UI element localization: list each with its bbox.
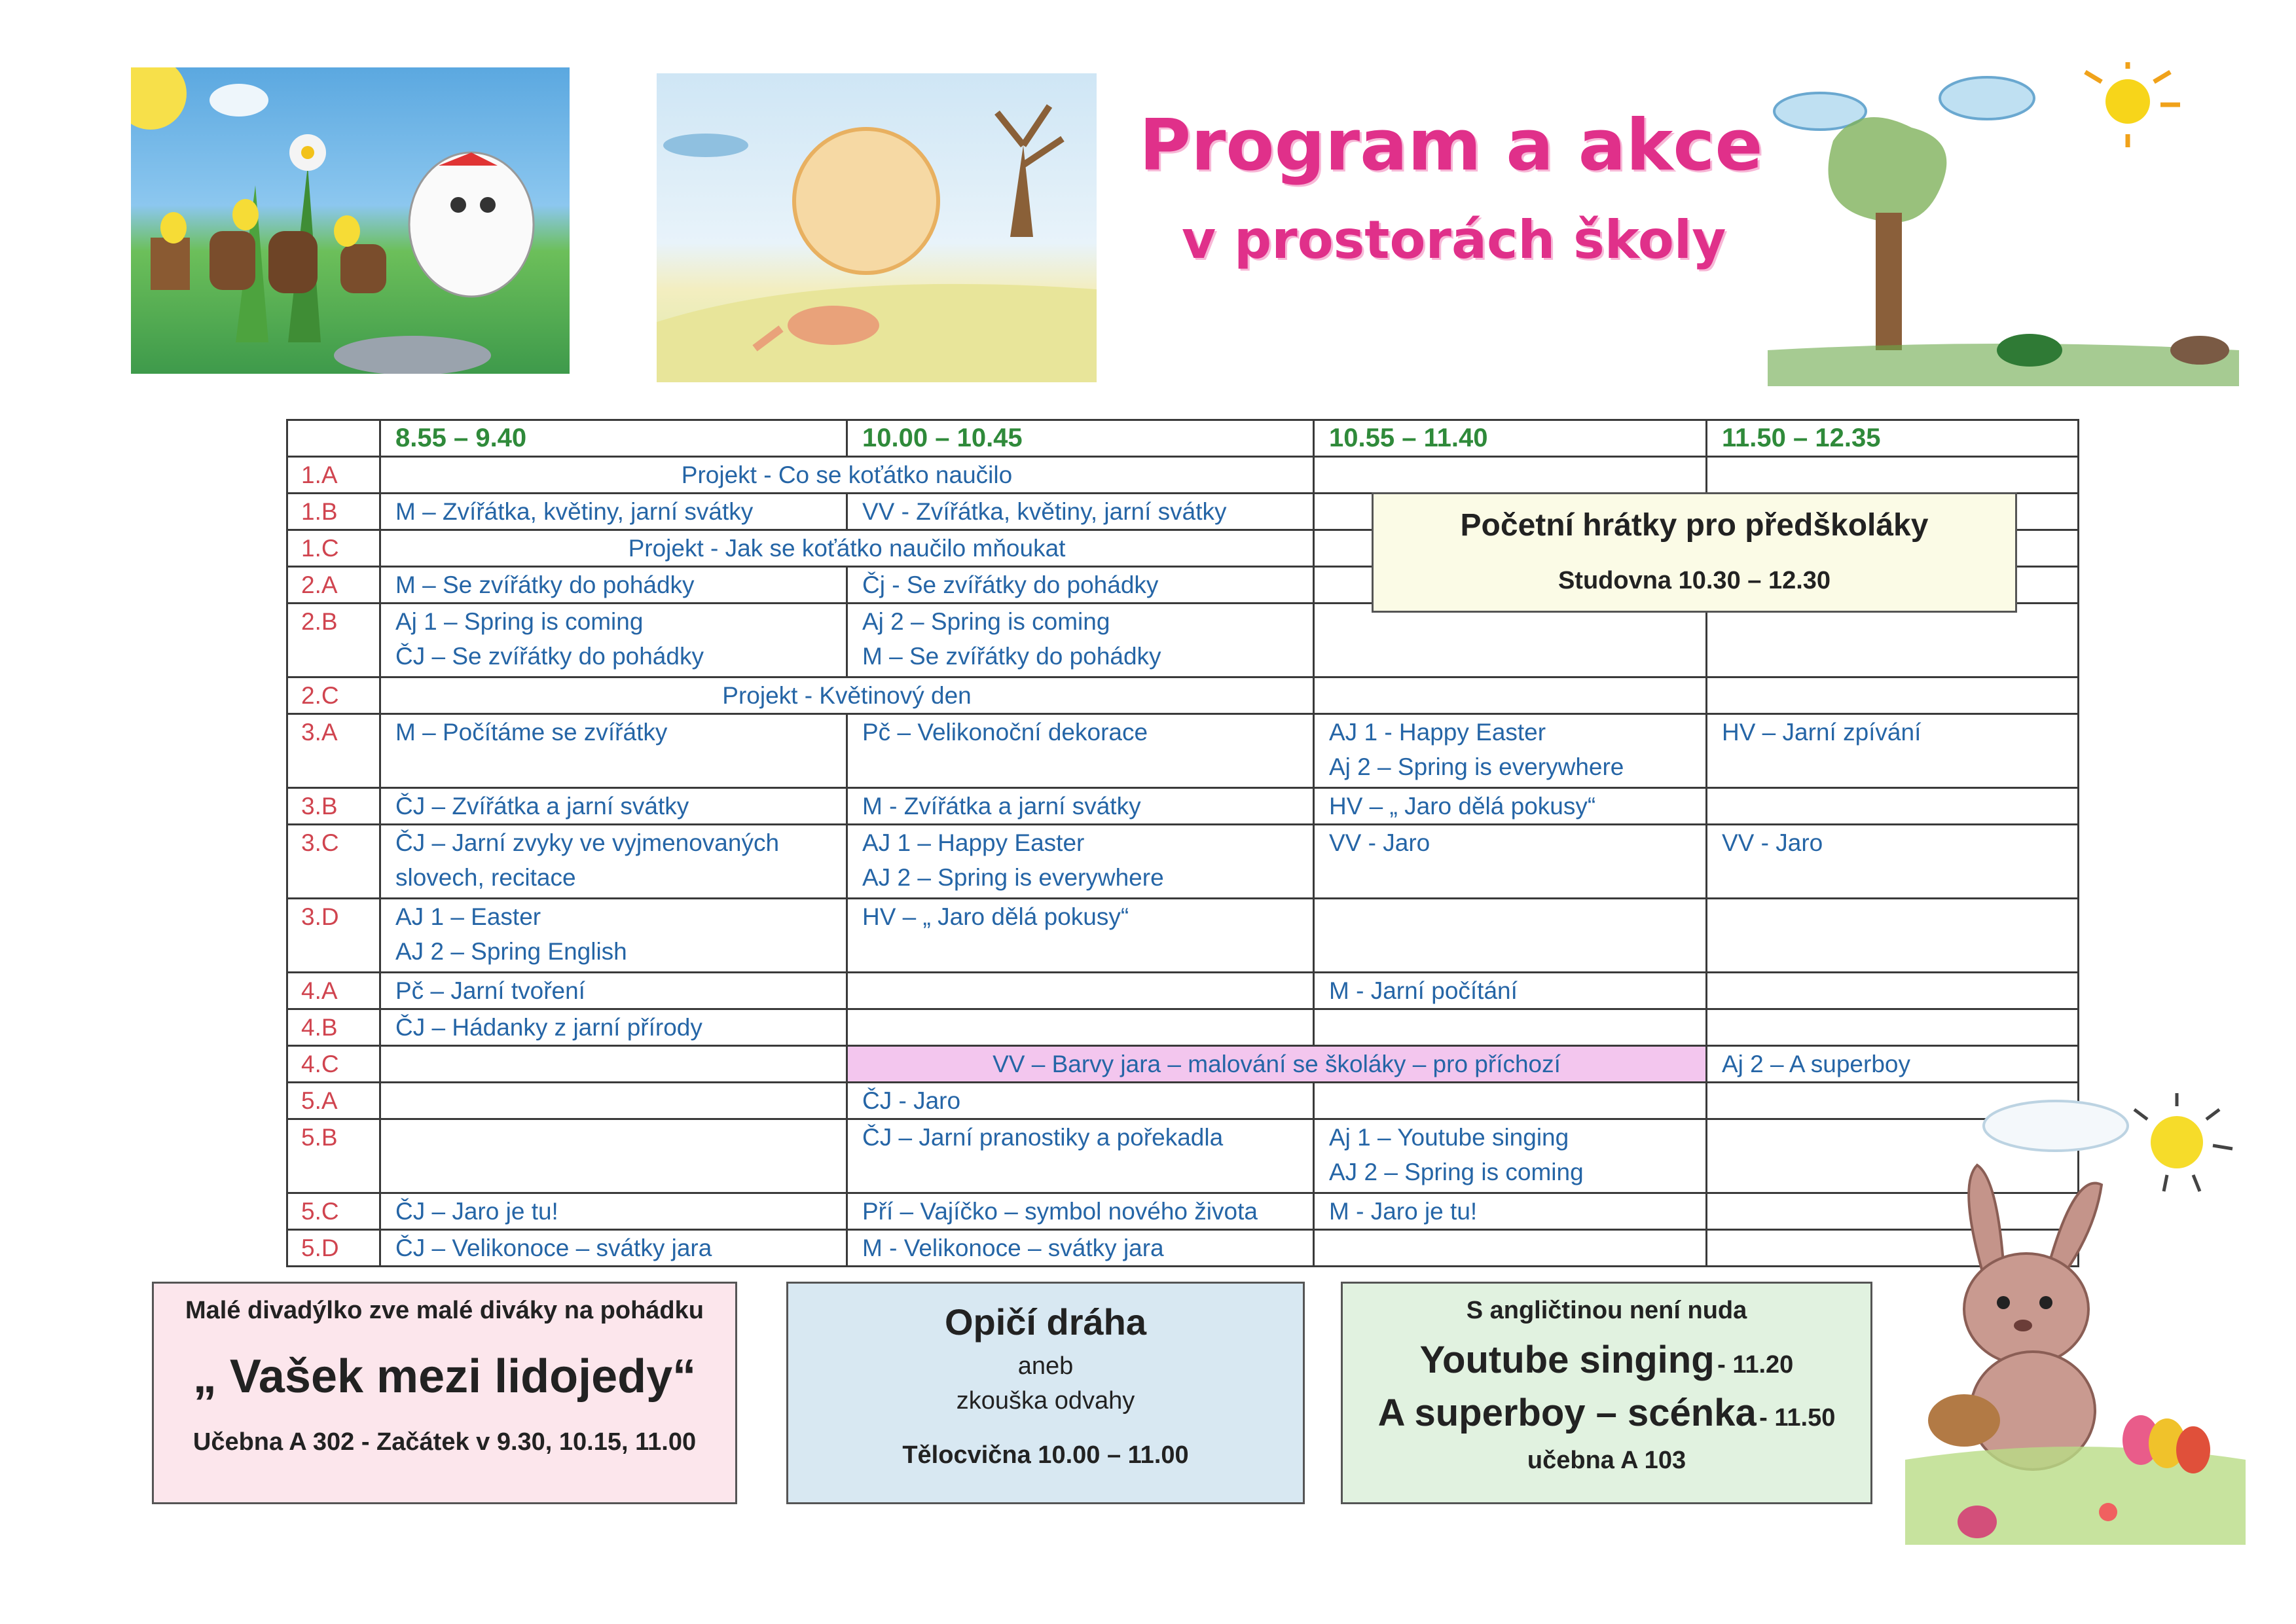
lesson-cell: Pří – Vajíčko – symbol nového života	[847, 1193, 1314, 1230]
table-row	[287, 1046, 2079, 1083]
time-header: 10.55 – 11.40	[1314, 420, 1707, 457]
lesson-line: ČJ – Jarní zvyky ve vyjmenovaných	[395, 829, 780, 856]
table-row	[287, 1119, 2079, 1193]
table-row	[287, 604, 2079, 677]
page-subtitle: v prostorách školy	[1182, 209, 1726, 270]
empty-cell	[380, 1083, 847, 1119]
class-label: 2.C	[287, 677, 380, 714]
empty-cell	[1314, 1083, 1707, 1119]
table-row	[287, 788, 2079, 825]
empty-cell	[1314, 677, 1707, 714]
empty-cell	[1707, 973, 2079, 1009]
time-header: 10.00 – 10.45	[847, 420, 1314, 457]
lesson-cell: VV - Jaro	[1707, 825, 2079, 899]
lesson-cell	[847, 604, 1314, 677]
empty-cell	[1707, 788, 2079, 825]
table-row	[287, 825, 2079, 899]
lesson-cell	[380, 825, 847, 899]
theatre-detail: Učebna A 302 - Začátek v 9.30, 10.15, 11.00	[192, 1428, 697, 1456]
class-label: 3.B	[287, 788, 380, 825]
bunny-drawing	[1905, 1093, 2246, 1545]
class-label: 3.C	[287, 825, 380, 899]
lesson-cell: M – Zvířátka, květiny, jarní svátky	[380, 494, 847, 530]
class-label: 4.B	[287, 1009, 380, 1046]
class-label: 4.C	[287, 1046, 380, 1083]
lesson-cell: M - Velikonoce – svátky jara	[847, 1230, 1314, 1267]
lesson-cell: HV – „ Jaro dělá pokusy“	[847, 899, 1314, 973]
table-row	[287, 1230, 2079, 1267]
time-header: 11.50 – 12.35	[1707, 420, 2079, 457]
class-label: 1.C	[287, 530, 380, 567]
english-activity1: Youtube singing	[1419, 1339, 1715, 1381]
english-time1: - 11.20	[1717, 1351, 1794, 1379]
project-cell: Projekt - Květinový den	[380, 677, 1314, 714]
empty-cell	[1314, 457, 1707, 494]
lesson-cell	[380, 604, 847, 677]
lesson-line: AJ 2 – Spring is coming	[1329, 1159, 1584, 1185]
class-label: 5.D	[287, 1230, 380, 1267]
lesson-line: ČJ – Se zvířátky do pohádky	[395, 643, 704, 670]
lesson-cell: ČJ – Zvířátka a jarní svátky	[380, 788, 847, 825]
class-label: 5.B	[287, 1119, 380, 1193]
table-row	[287, 677, 2079, 714]
class-label: 3.A	[287, 714, 380, 788]
empty-cell	[1314, 1230, 1707, 1267]
theatre-title: „ Vašek mezi lidojedy“	[192, 1350, 697, 1403]
empty-cell	[1707, 604, 2079, 677]
table-row	[287, 973, 2079, 1009]
table-header-row	[287, 420, 2079, 457]
preschool-title: Početní hrátky pro předškoláky	[1460, 508, 1929, 543]
lesson-cell: ČJ - Jaro	[847, 1083, 1314, 1119]
class-label: 4.A	[287, 973, 380, 1009]
empty-cell	[847, 1009, 1314, 1046]
table-row	[287, 457, 2079, 494]
empty-cell	[847, 973, 1314, 1009]
lesson-cell: Čj - Se zvířátky do pohádky	[847, 567, 1314, 604]
lesson-line: Aj 1 – Youtube singing	[1329, 1124, 1569, 1151]
empty-cell	[380, 1119, 847, 1193]
class-label: 2.A	[287, 567, 380, 604]
time-header: 8.55 – 9.40	[380, 420, 847, 457]
lesson-line: slovech, recitace	[395, 864, 576, 891]
lesson-cell: M - Jaro je tu!	[1314, 1193, 1707, 1230]
empty-cell	[1707, 899, 2079, 973]
empty-cell	[1314, 604, 1707, 677]
english-time2: - 11.50	[1759, 1404, 1836, 1432]
monkey-line2: zkouška odvahy	[956, 1387, 1135, 1415]
lesson-cell: Pč – Velikonoční dekorace	[847, 714, 1314, 788]
empty-cell	[1707, 1009, 2079, 1046]
english-room: učebna A 103	[1527, 1447, 1686, 1474]
class-label: 1.B	[287, 494, 380, 530]
class-label: 1.A	[287, 457, 380, 494]
lesson-cell	[847, 825, 1314, 899]
lesson-cell	[1314, 1119, 1707, 1193]
english-activity2: A superboy – scénka	[1377, 1392, 1757, 1434]
lesson-line: Aj 2 – Spring is everywhere	[1329, 753, 1624, 780]
lesson-cell: Aj 2 – A superboy	[1707, 1046, 2079, 1083]
lesson-cell: M – Se zvířátky do pohádky	[380, 567, 847, 604]
english-intro: S angličtinou není nuda	[1466, 1297, 1747, 1324]
lesson-line: AJ 1 – Happy Easter	[862, 829, 1085, 856]
table-row	[287, 1193, 2079, 1230]
theatre-box	[152, 1282, 737, 1504]
lesson-cell	[1314, 714, 1707, 788]
lesson-line: AJ 1 – Easter	[395, 903, 541, 930]
theatre-intro: Malé divadýlko zve malé diváky na pohádku	[185, 1297, 704, 1324]
lesson-cell: Pč – Jarní tvoření	[380, 973, 847, 1009]
class-label: 5.C	[287, 1193, 380, 1230]
monkey-track-box	[786, 1282, 1305, 1504]
empty-cell	[1707, 457, 2079, 494]
class-label: 3.D	[287, 899, 380, 973]
sun-fox-drawing	[657, 73, 1097, 382]
lesson-line: Aj 1 – Spring is coming	[395, 608, 644, 635]
highlight-cell: VV – Barvy jara – malování se školáky – pro příchozí	[847, 1046, 1707, 1083]
lesson-cell: ČJ – Jaro je tu!	[380, 1193, 847, 1230]
monkey-line1: aneb	[1017, 1352, 1074, 1380]
table-row	[287, 1009, 2079, 1046]
lesson-cell: HV – Jarní zpívání	[1707, 714, 2079, 788]
lesson-line: M – Se zvířátky do pohádky	[862, 643, 1161, 670]
empty-cell	[1314, 1009, 1707, 1046]
lesson-cell: HV – „ Jaro dělá pokusy“	[1314, 788, 1707, 825]
english-box	[1341, 1282, 1872, 1504]
table-row	[287, 1083, 2079, 1119]
chicks-drawing	[131, 67, 570, 374]
project-cell: Projekt - Jak se koťátko naučilo mňoukat	[380, 530, 1314, 567]
empty-cell	[1707, 677, 2079, 714]
lesson-line: AJ 2 – Spring is everywhere	[862, 864, 1164, 891]
project-cell: Projekt - Co se koťátko naučilo	[380, 457, 1314, 494]
lesson-cell: M – Počítáme se zvířátky	[380, 714, 847, 788]
lesson-cell	[380, 899, 847, 973]
english-line2	[1343, 1391, 1870, 1435]
table-row	[287, 714, 2079, 788]
lesson-cell: M - Zvířátka a jarní svátky	[847, 788, 1314, 825]
lesson-line: AJ 1 - Happy Easter	[1329, 719, 1546, 746]
preschool-place: Studovna 10.30 – 12.30	[1558, 567, 1831, 594]
lesson-cell: ČJ – Jarní pranostiky a pořekadla	[847, 1119, 1314, 1193]
corner-cell	[287, 420, 380, 457]
table-row	[287, 899, 2079, 973]
class-label: 2.B	[287, 604, 380, 677]
monkey-detail: Tělocvična 10.00 – 11.00	[902, 1441, 1189, 1469]
page-title: Program a akce	[1139, 105, 1763, 187]
empty-cell	[380, 1046, 847, 1083]
preschool-note	[1372, 492, 2017, 613]
monkey-title: Opičí dráha	[944, 1301, 1147, 1343]
lesson-cell: M - Jarní počítání	[1314, 973, 1707, 1009]
lesson-cell: ČJ – Velikonoce – svátky jara	[380, 1230, 847, 1267]
empty-cell	[1314, 899, 1707, 973]
english-line1	[1343, 1338, 1870, 1382]
lesson-line: Aj 2 – Spring is coming	[862, 608, 1110, 635]
lesson-line: AJ 2 – Spring English	[395, 938, 627, 965]
class-label: 5.A	[287, 1083, 380, 1119]
lesson-cell: VV - Zvířátka, květiny, jarní svátky	[847, 494, 1314, 530]
tree-drawing	[1768, 62, 2239, 386]
lesson-cell: ČJ – Hádanky z jarní přírody	[380, 1009, 847, 1046]
lesson-cell: VV - Jaro	[1314, 825, 1707, 899]
